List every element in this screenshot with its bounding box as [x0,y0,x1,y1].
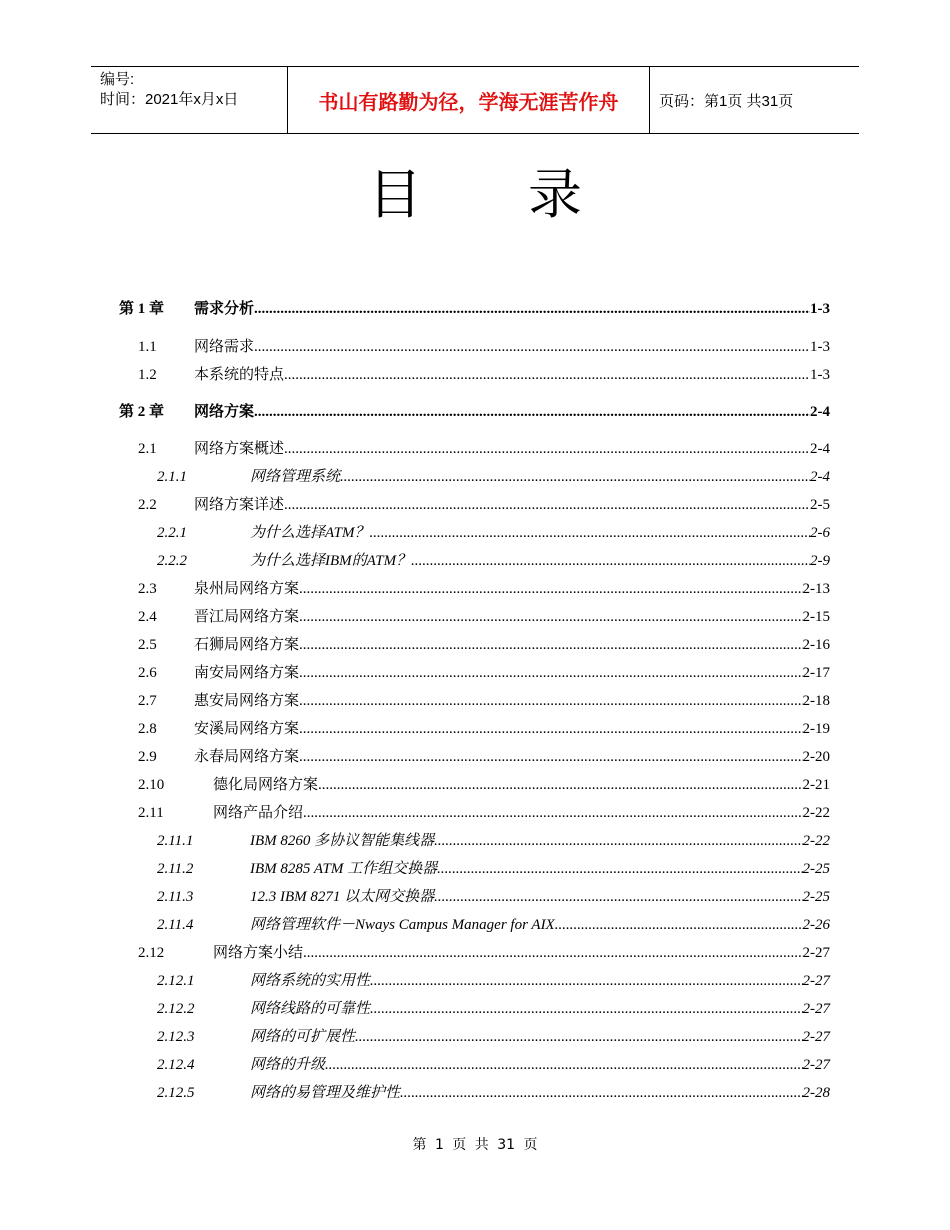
toc-entry-label: IBM 8285 ATM 工作组交换器 [250,861,438,877]
toc-leader-dots [299,662,802,684]
toc-leader-dots [325,1054,802,1076]
toc-entry-label: 网络的升级 [250,1057,326,1073]
toc-entry-number: 2.9 [138,749,157,765]
toc-entry-page: 2-27 [802,1001,830,1017]
toc-entry-number: 2.12.5 [157,1085,195,1101]
toc-entry-page: 1-3 [810,367,830,383]
header-page-code: 页码：第1页 共31页 [659,92,794,110]
page-title: 目录 [368,163,688,226]
toc-entry-page: 2-27 [802,1029,830,1045]
toc-entry-page: 2-27 [802,1057,830,1073]
toc-entry-page: 2-5 [810,497,830,513]
toc-entry-page: 2-27 [802,945,830,961]
toc-entry-number: 2.12.1 [157,973,195,989]
toc-entry-number: 2.11.1 [157,833,194,849]
toc-leader-dots [370,998,802,1020]
toc-entry-page: 2-19 [802,721,830,737]
toc-entry-number: 2.11 [138,805,164,821]
toc-entry-number: 2.11.4 [157,917,194,933]
toc-entry-number: 2.7 [138,693,157,709]
toc-entry-page: 2-17 [802,665,830,681]
toc-entry-number: 2.2.1 [157,525,187,541]
page-footer: 第 1 页 共 31 页 [412,1137,538,1153]
toc-entry-number: 2.1 [138,441,157,457]
toc-entry-page: 2-18 [802,693,830,709]
toc-entry-page: 2-26 [802,917,830,933]
toc-entry-label: 网络的易管理及维护性 [250,1085,401,1101]
toc-leader-dots [555,914,803,936]
toc-entry-label: 本系统的特点 [194,367,285,383]
toc-entry-label: 网络方案概述 [194,441,285,457]
toc-entry-label: 网络产品介绍 [213,805,304,821]
toc-leader-dots [434,830,802,852]
toc-entry-number: 1.1 [138,339,157,355]
toc-entry-page: 2-28 [802,1085,830,1101]
toc-entry-number: 2.2.2 [157,553,187,569]
toc-entry-label: 晋江局网络方案 [194,609,300,625]
toc-leader-dots [303,802,802,824]
header-motto: 书山有路勤为径，学海无涯苦作舟 [287,67,650,133]
toc-entry-label: 网络需求 [194,339,255,355]
toc-leader-dots [254,298,810,320]
toc-entry-number: 2.3 [138,581,157,597]
toc-entry-number: 2.12.4 [157,1057,195,1073]
toc-leader-dots [355,1026,802,1048]
toc-entry-page: 2-4 [810,404,830,420]
toc-entry-label: 泉州局网络方案 [194,581,300,597]
toc-entry-label: 网络系统的实用性 [250,973,371,989]
toc-entry-label: 南安局网络方案 [194,665,300,681]
toc-entry-page: 2-6 [810,525,830,541]
toc-leader-dots [299,578,802,600]
toc-entry-label: 网络方案 [194,404,255,420]
toc-entry-label: 12.3 IBM 8271 以太网交换器 [250,889,435,905]
toc-leader-dots [369,522,810,544]
toc-leader-dots [254,401,810,423]
toc-entry-label: 德化局网络方案 [213,777,319,793]
toc-entry-number: 2.12.2 [157,1001,195,1017]
toc-entry-label: 永春局网络方案 [194,749,300,765]
toc-entry-page: 1-3 [810,339,830,355]
toc-entry-page: 2-4 [810,469,830,485]
toc-leader-dots [437,858,802,880]
toc-leader-dots [284,364,810,386]
toc-leader-dots [400,1082,802,1104]
toc-entry-label: 为什么选择IBM的ATM？ [250,553,412,569]
toc-leader-dots [299,690,802,712]
toc-entry-number: 第 2 章 [119,404,165,420]
toc-entry-label: 石狮局网络方案 [194,637,300,653]
toc-leader-dots [299,634,802,656]
toc-entry-label: 网络管理软件－Nways Campus Manager for AIX [250,917,555,933]
toc-entry-number: 2.11.2 [157,861,194,877]
toc-entry-label: 网络管理系统 [250,469,341,485]
toc-entry-number: 2.2 [138,497,157,513]
toc-entry-label: 网络方案小结 [213,945,304,961]
toc-entry-page: 2-16 [802,637,830,653]
toc-entry-label: 网络方案详述 [194,497,285,513]
toc-leader-dots [318,774,802,796]
toc-entry-number: 2.10 [138,777,165,793]
toc-entry-number: 2.11.3 [157,889,194,905]
toc-leader-dots [411,550,810,572]
toc-entry-page: 2-22 [802,805,830,821]
serial-label: 编号: [100,71,135,88]
toc-leader-dots [340,466,810,488]
toc-leader-dots [303,942,802,964]
toc-entry-page: 2-21 [802,777,830,793]
toc-leader-dots [284,438,810,460]
toc-entry-page: 2-13 [802,581,830,597]
toc-entry-label: IBM 8260 多协议智能集线器 [250,833,435,849]
toc-entry-page: 2-20 [802,749,830,765]
toc-entry-label: 网络的可扩展性 [250,1029,356,1045]
toc-leader-dots [254,336,810,358]
toc-entry-page: 1-3 [810,301,830,317]
toc-entry-number: 2.5 [138,637,157,653]
toc-entry-number: 2.4 [138,609,157,625]
toc-entry-page: 2-22 [802,833,830,849]
toc-entry-number: 1.2 [138,367,157,383]
toc-entry-number: 第 1 章 [119,301,165,317]
time-label: 时间：2021年x月x日 [100,91,239,108]
toc-entry-number: 2.6 [138,665,157,681]
toc-leader-dots [434,886,802,908]
toc-leader-dots [299,746,802,768]
toc-leader-dots [284,494,810,516]
toc-entry-label: 安溪局网络方案 [194,721,300,737]
toc-entry-page: 2-4 [810,441,830,457]
toc-entry-number: 2.1.1 [157,469,187,485]
toc-entry-page: 2-9 [810,553,830,569]
toc-leader-dots [299,718,802,740]
toc-leader-dots [299,606,802,628]
toc-entry-page: 2-15 [802,609,830,625]
toc-entry-page: 2-27 [802,973,830,989]
toc-entry-label: 网络线路的可靠性 [250,1001,371,1017]
toc-entry-page: 2-25 [802,861,830,877]
toc-leader-dots [370,970,802,992]
toc-entry-number: 2.12 [138,945,165,961]
toc-entry-number: 2.8 [138,721,157,737]
toc-entry-label: 惠安局网络方案 [194,693,300,709]
toc-entry-label: 需求分析 [194,301,255,317]
toc-entry-number: 2.12.3 [157,1029,195,1045]
toc-entry-page: 2-25 [802,889,830,905]
toc-entry-label: 为什么选择ATM？ [250,525,370,541]
